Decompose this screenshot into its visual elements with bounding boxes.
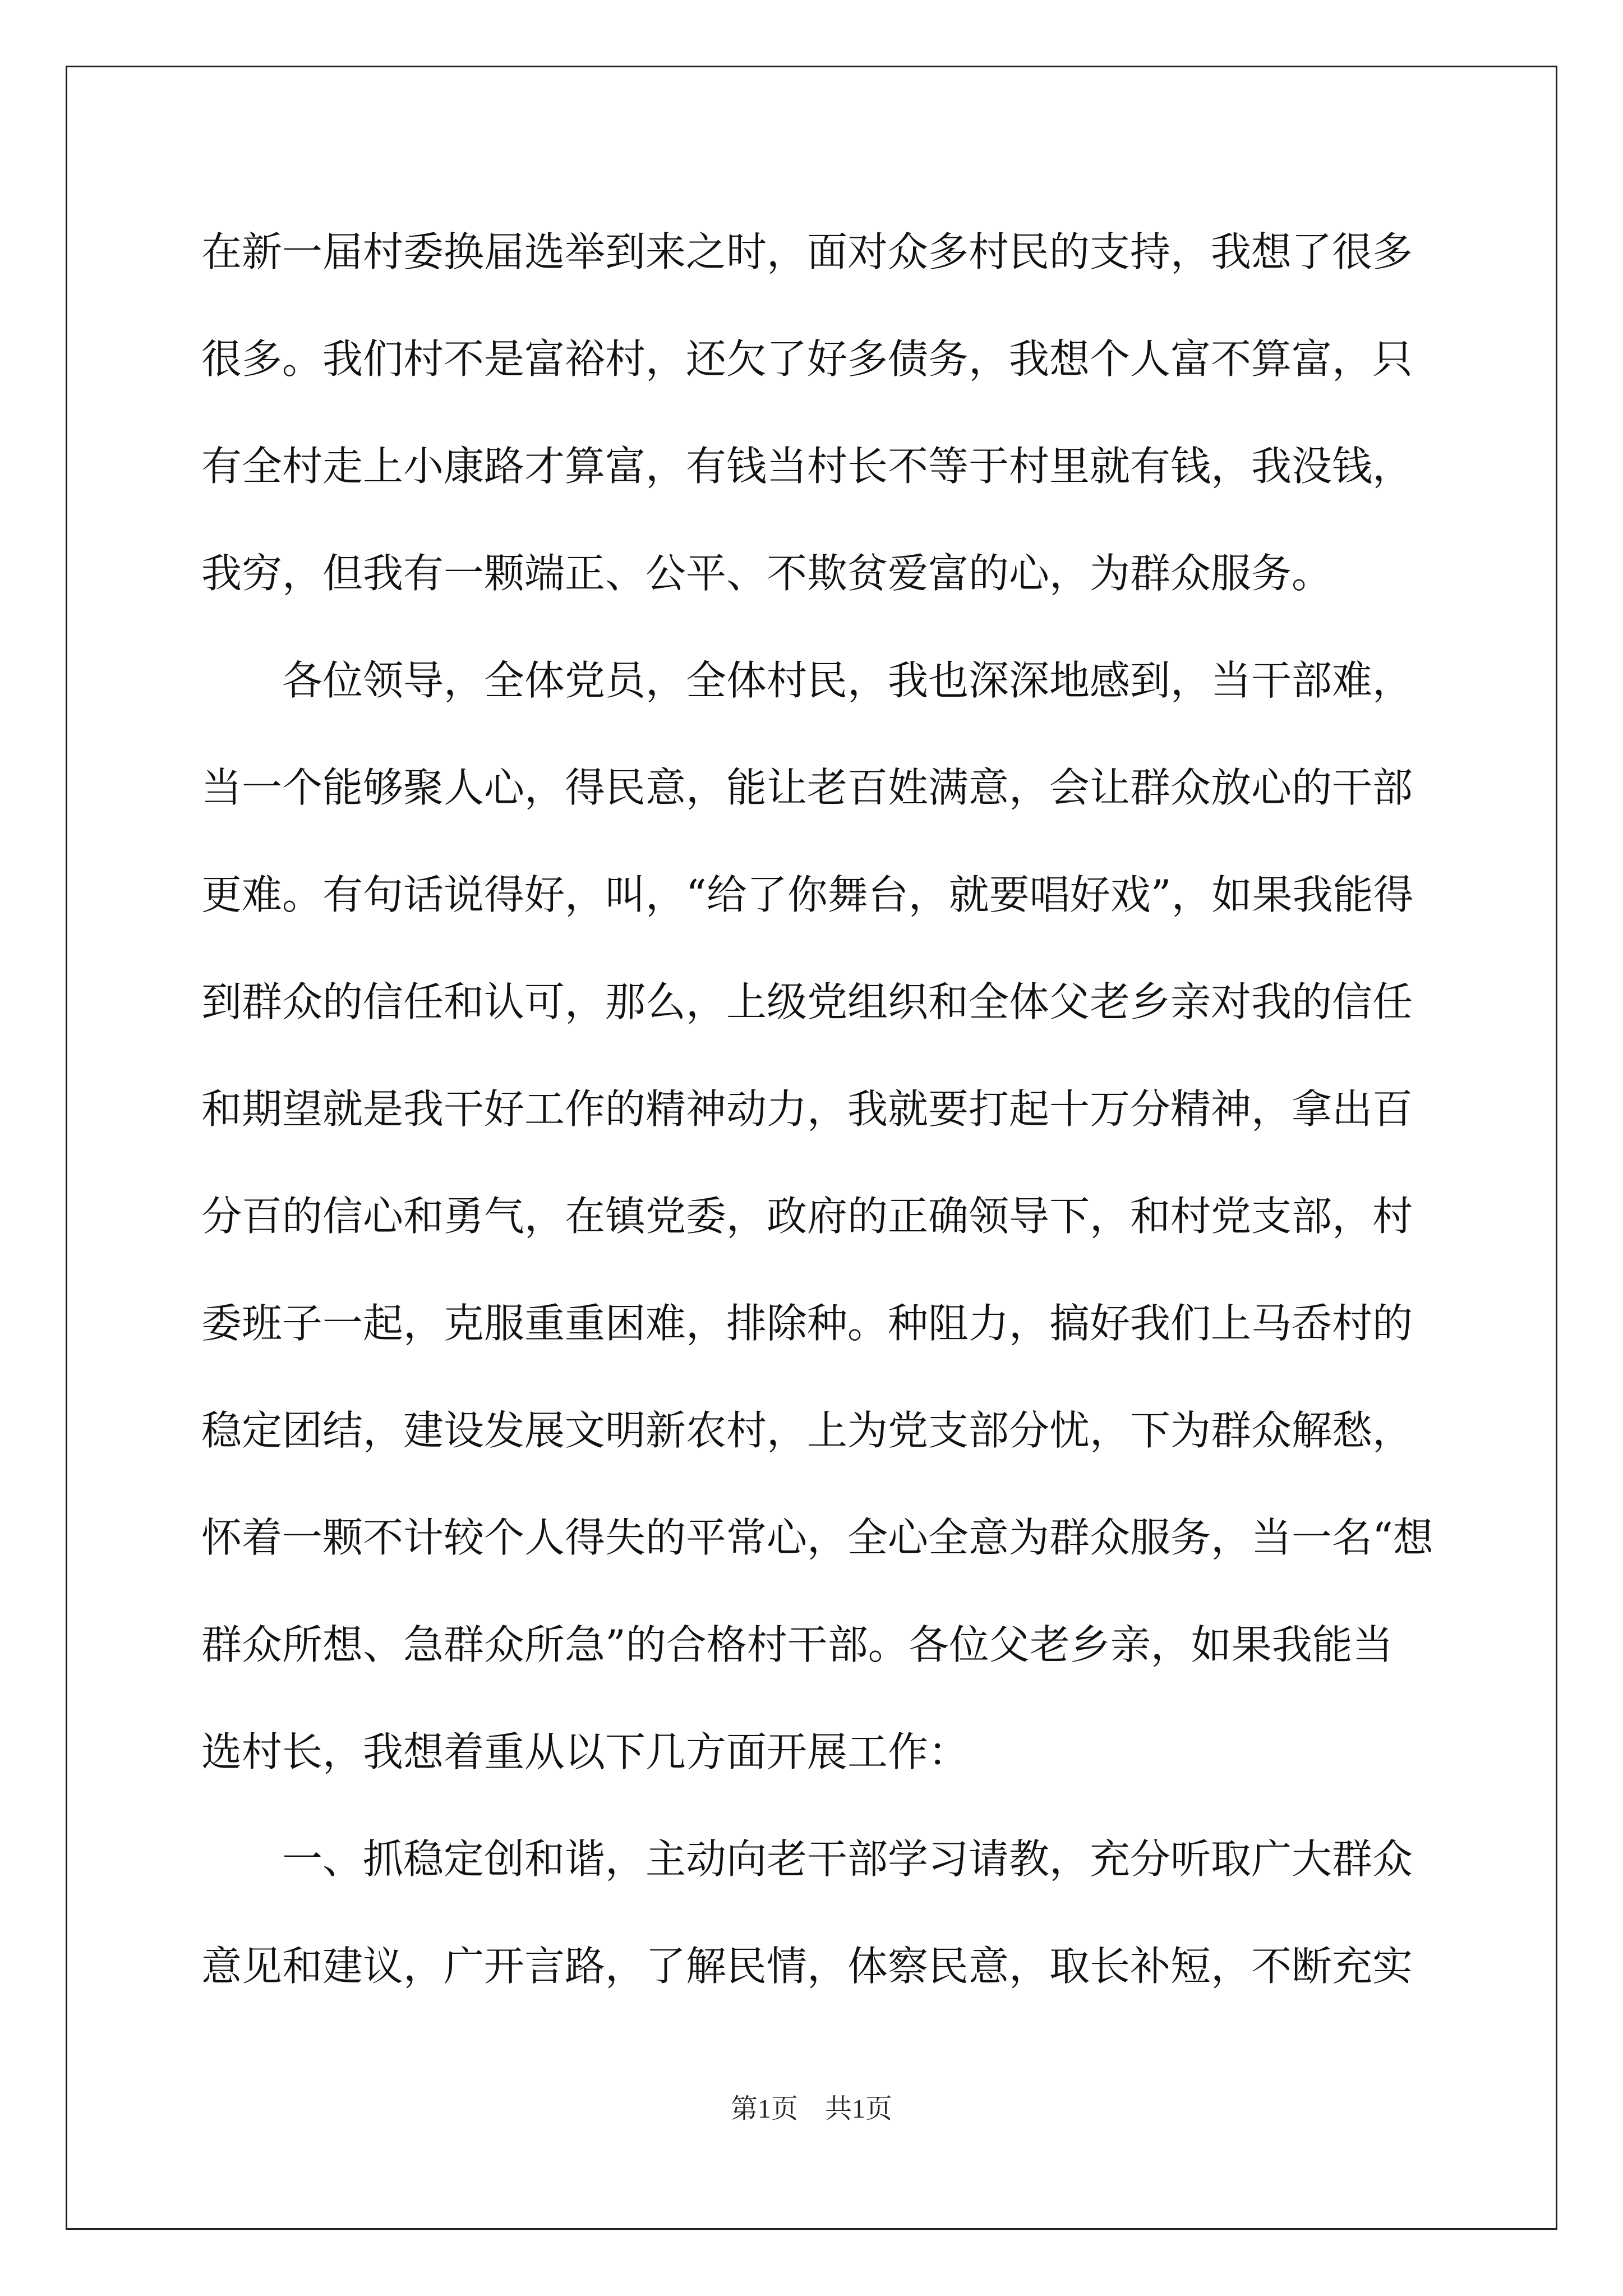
text-line: 意见和建议，广开言路，了解民情，体察民意，取长补短，不断充实 [201, 1943, 1413, 1990]
text-line: 和期望就是我干好工作的精神动力，我就要打起十万分精神，拿出百 [201, 1085, 1413, 1133]
text-line: 怀着一颗不计较个人得失的平常心，全心全意为群众服务，当一名“想 [201, 1514, 1433, 1561]
text-line: 一、抓稳定创和谐，主动向老干部学习请教，充分听取广大群众 [201, 1835, 1413, 1883]
text-line: 群众所想、急群众所急”的合格村干部。各位父老乡亲，如果我能当 [201, 1621, 1393, 1668]
text-line: 当一个能够聚人心，得民意，能让老百姓满意，会让群众放心的干部 [201, 764, 1413, 811]
text-line: 更难。有句话说得好，叫，“给了你舞台，就要唱好戏”，如果我能得 [201, 871, 1414, 918]
text-line: 分百的信心和勇气，在镇党委，政府的正确领导下，和村党支部，村 [201, 1193, 1413, 1240]
text-line: 各位领导，全体党员，全体村民，我也深深地感到，当干部难， [201, 657, 1413, 704]
text-line: 有全村走上小康路才算富，有钱当村长不等于村里就有钱，我没钱， [201, 443, 1413, 490]
text-line: 我穷，但我有一颗端正、公平、不欺贫爱富的心，为群众服务。 [201, 550, 1332, 597]
text-line: 选村长，我想着重从以下几方面开展工作： [201, 1728, 969, 1775]
text-line: 很多。我们村不是富裕村，还欠了好多债务，我想个人富不算富，只 [201, 335, 1413, 383]
text-line: 到群众的信任和认可，那么，上级党组织和全体父老乡亲对我的信任 [201, 978, 1413, 1025]
text-line: 稳定团结，建设发展文明新农村，上为党支部分忧，下为群众解愁， [201, 1407, 1413, 1454]
text-line: 在新一届村委换届选举到来之时，面对众多村民的支持，我想了很多 [201, 228, 1413, 275]
page-footer: 第1页 共1页 [730, 2094, 892, 2124]
text-line: 委班子一起，克服重重困难，排除种。种阻力，搞好我们上马岙村的 [201, 1300, 1413, 1347]
